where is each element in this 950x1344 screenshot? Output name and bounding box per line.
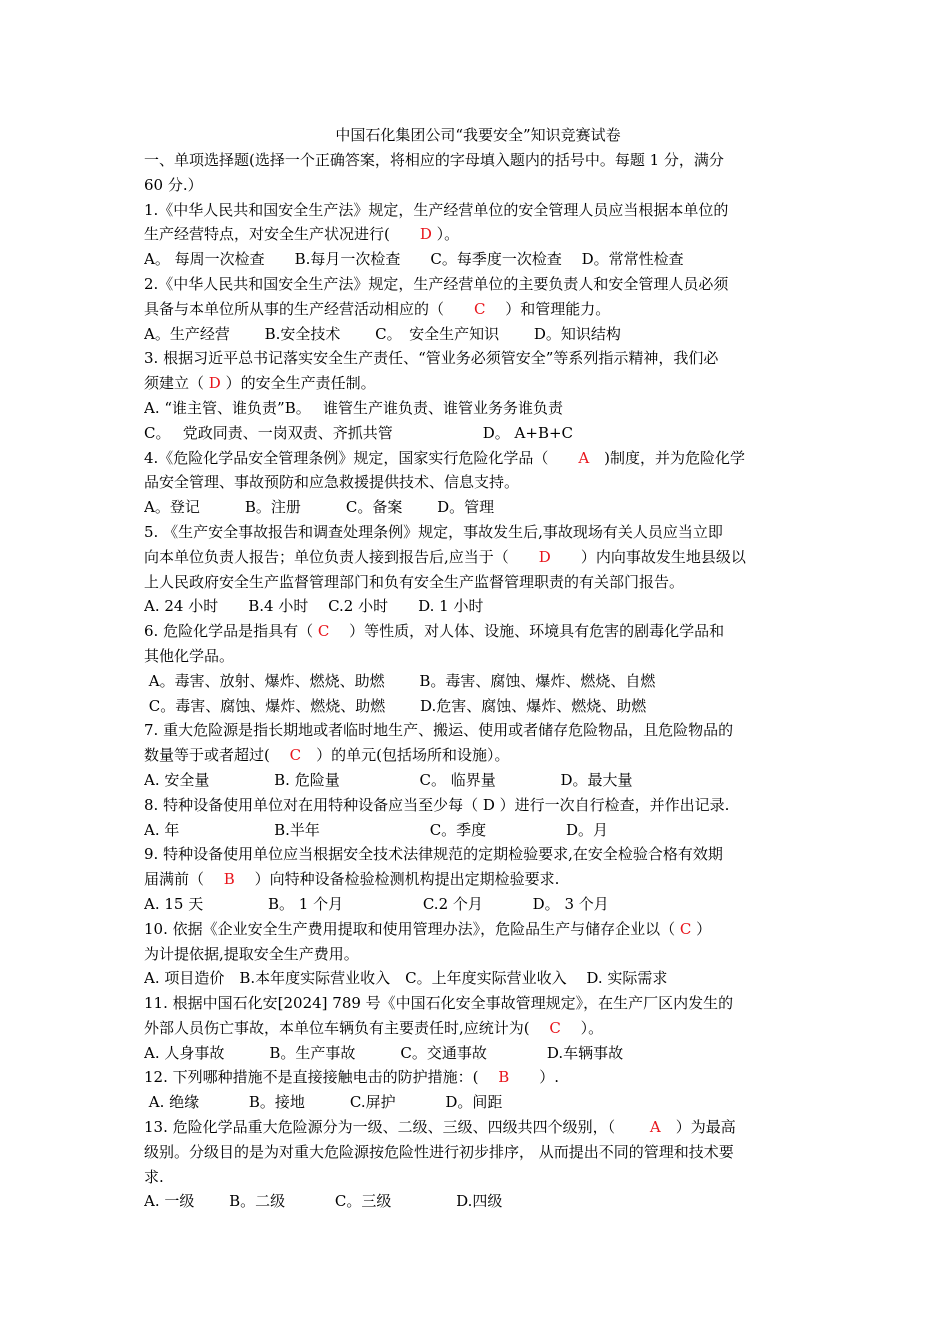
text-line: 2.《中华人民共和国安全生产法》规定，生产经营单位的主要负责人和安全管理人员必须: [144, 274, 729, 293]
text-line: 5. 《生产安全事故报告和调查处理条例》规定，事故发生后,事故现场有关人员应当立即: [144, 522, 723, 541]
answer-letter: C: [474, 299, 486, 318]
text-line: 7. 重大危险源是指长期地或者临时地生产、搬运、使用或者储存危险物品，且危险物品的: [144, 721, 734, 740]
text-line: A. “谁主管、谁负责”B。 谁管生产谁负责、谁管业务务谁负责: [144, 398, 563, 417]
exam-title: 中国石化集团公司“我要安全”知识竞赛试卷: [335, 126, 621, 144]
text-line: A。毒害、放射、爆炸、燃烧、助燃 B。毒害、腐蚀、爆炸、燃烧、自燃: [144, 671, 656, 690]
text-line: 8. 特种设备使用单位对在用特种设备应当至少每（ D ）进行一次自行检查，并作出记录.: [144, 795, 730, 814]
text-line: 一、单项选择题(选择一个正确答案，将相应的字母填入题内的括号中。每题 1 分，满分: [144, 151, 724, 169]
text-line: 9. 特种设备使用单位应当根据安全技术法律规范的定期检验要求,在安全检验合格有效期: [144, 845, 723, 864]
text-line: C。毒害、腐蚀、爆炸、燃烧、助燃 D.危害、腐蚀、爆炸、燃烧、助燃: [144, 696, 647, 715]
answer-letter: A: [578, 448, 590, 467]
answer-letter: D: [419, 225, 432, 244]
text-line: 4.《危险化学品安全管理条例》规定，国家实行危险化学品（ A )制度，并为危险化学: [144, 448, 746, 467]
text-line: A。生产经营 B.安全技术 C。 安全生产知识 D。知识结构: [144, 324, 621, 343]
text-line: 6. 危险化学品是指具有（ C ）等性质，对人体、设施、环境具有危害的剧毒化学品和: [144, 622, 725, 641]
text-line: 其他化学品。: [144, 646, 235, 665]
text-line: A. 15 天 B。 1 个月 C.2 个月 D。 3 个月: [144, 894, 609, 913]
text-line: 求.: [144, 1167, 164, 1186]
answer-letter: C: [317, 622, 330, 641]
text-line: 届满前（ B ）向特种设备检验检测机构提出定期检验要求.: [144, 870, 560, 889]
answer-letter: C: [289, 746, 302, 765]
text-line: A. 绝缘 B。接地 C.屏护 D。间距: [144, 1093, 503, 1112]
text-line: 60 分.）: [144, 175, 203, 194]
text-line: 为计提依据,提取安全生产费用。: [144, 944, 359, 963]
text-line: A。登记 B。注册 C。备案 D。管理: [144, 498, 495, 517]
text-line: A. 安全量 B. 危险量 C。 临界量 D。最大量: [144, 770, 633, 789]
question-lines: [144, 148, 812, 1214]
text-line: 1.《中华人民共和国安全生产法》规定，生产经营单位的安全管理人员应当根据本单位的: [144, 200, 729, 219]
text-line: C。 党政同责、一岗双责、齐抓共管 D。 A+B+C: [144, 423, 574, 442]
text-line: 12. 下列哪种措施不是直接接触电击的防护措施：( B ）.: [144, 1068, 560, 1087]
answer-letter: D: [538, 547, 551, 566]
text-line: 外部人员伤亡事故，本单位车辆负有主要责任时,应统计为( C ）。: [144, 1018, 604, 1037]
answer-letter: B: [223, 870, 235, 889]
text-line: 生产经营特点，对安全生产状况进行( D ）。: [144, 225, 460, 244]
text-line: A. 24 小时 B.4 小时 C.2 小时 D. 1 小时: [144, 597, 484, 616]
text-line: 10. 依据《企业安全生产费用提取和使用管理办法》，危险品生产与储存企业以（ C ）: [144, 919, 712, 938]
text-line: A. 项目造价 B.本年度实际营业收入 C。上年度实际营业收入 D. 实际需求: [144, 969, 668, 988]
text-line: 13. 危险化学品重大危险源分为一级、二级、三级、四级共四个级别，（ A ）为最高: [144, 1118, 736, 1137]
text-line: A。 每周一次检查 B.每月一次检查 C。每季度一次检查 D。常常性检查: [144, 250, 684, 269]
text-line: 数量等于或者超过( C ）的单元(包括场所和设施）。: [144, 746, 510, 765]
text-line: 须建立（ D ）的安全生产责任制。: [144, 374, 376, 393]
text-line: 品安全管理、事故预防和应急救援提供技术、信息支持。: [144, 473, 520, 492]
answer-letter: A: [649, 1118, 661, 1137]
text-line: A. 年 B.半年 C。季度 D。月: [144, 820, 608, 839]
text-line: A. 一级 B。二级 C。三级 D.四级: [144, 1192, 503, 1211]
answer-letter: B: [498, 1068, 510, 1087]
text-line: 上人民政府安全生产监督管理部门和负有安全生产监督管理职责的有关部门报告。: [144, 572, 685, 591]
text-line: 11. 根据中国石化安[2024] 789 号《中国石化安全事故管理规定》，在生产厂区内发生的: [144, 994, 734, 1013]
text-line: 3. 根据习近平总书记落实安全生产责任、“管业务必须管安全”等系列指示精神，我们必: [144, 349, 719, 368]
answer-letter: D: [208, 374, 221, 393]
text-line: A. 人身事故 B。生产事故 C。交通事故 D.车辆事故: [144, 1043, 624, 1062]
exam-content: [144, 122, 812, 1214]
text-line: 级别。分级目的是为对重大危险源按危险性进行初步排序， 从而提出不同的管理和技术要: [144, 1142, 734, 1161]
answer-letter: C: [549, 1018, 561, 1037]
text-line: 向本单位负责人报告；单位负责人接到报告后,应当于（ D ）内向事故发生地县级以: [144, 547, 746, 566]
answer-letter: C: [679, 919, 692, 938]
text-line: 具备与本单位所从事的生产经营活动相应的（ C ）和管理能力。: [144, 299, 611, 318]
